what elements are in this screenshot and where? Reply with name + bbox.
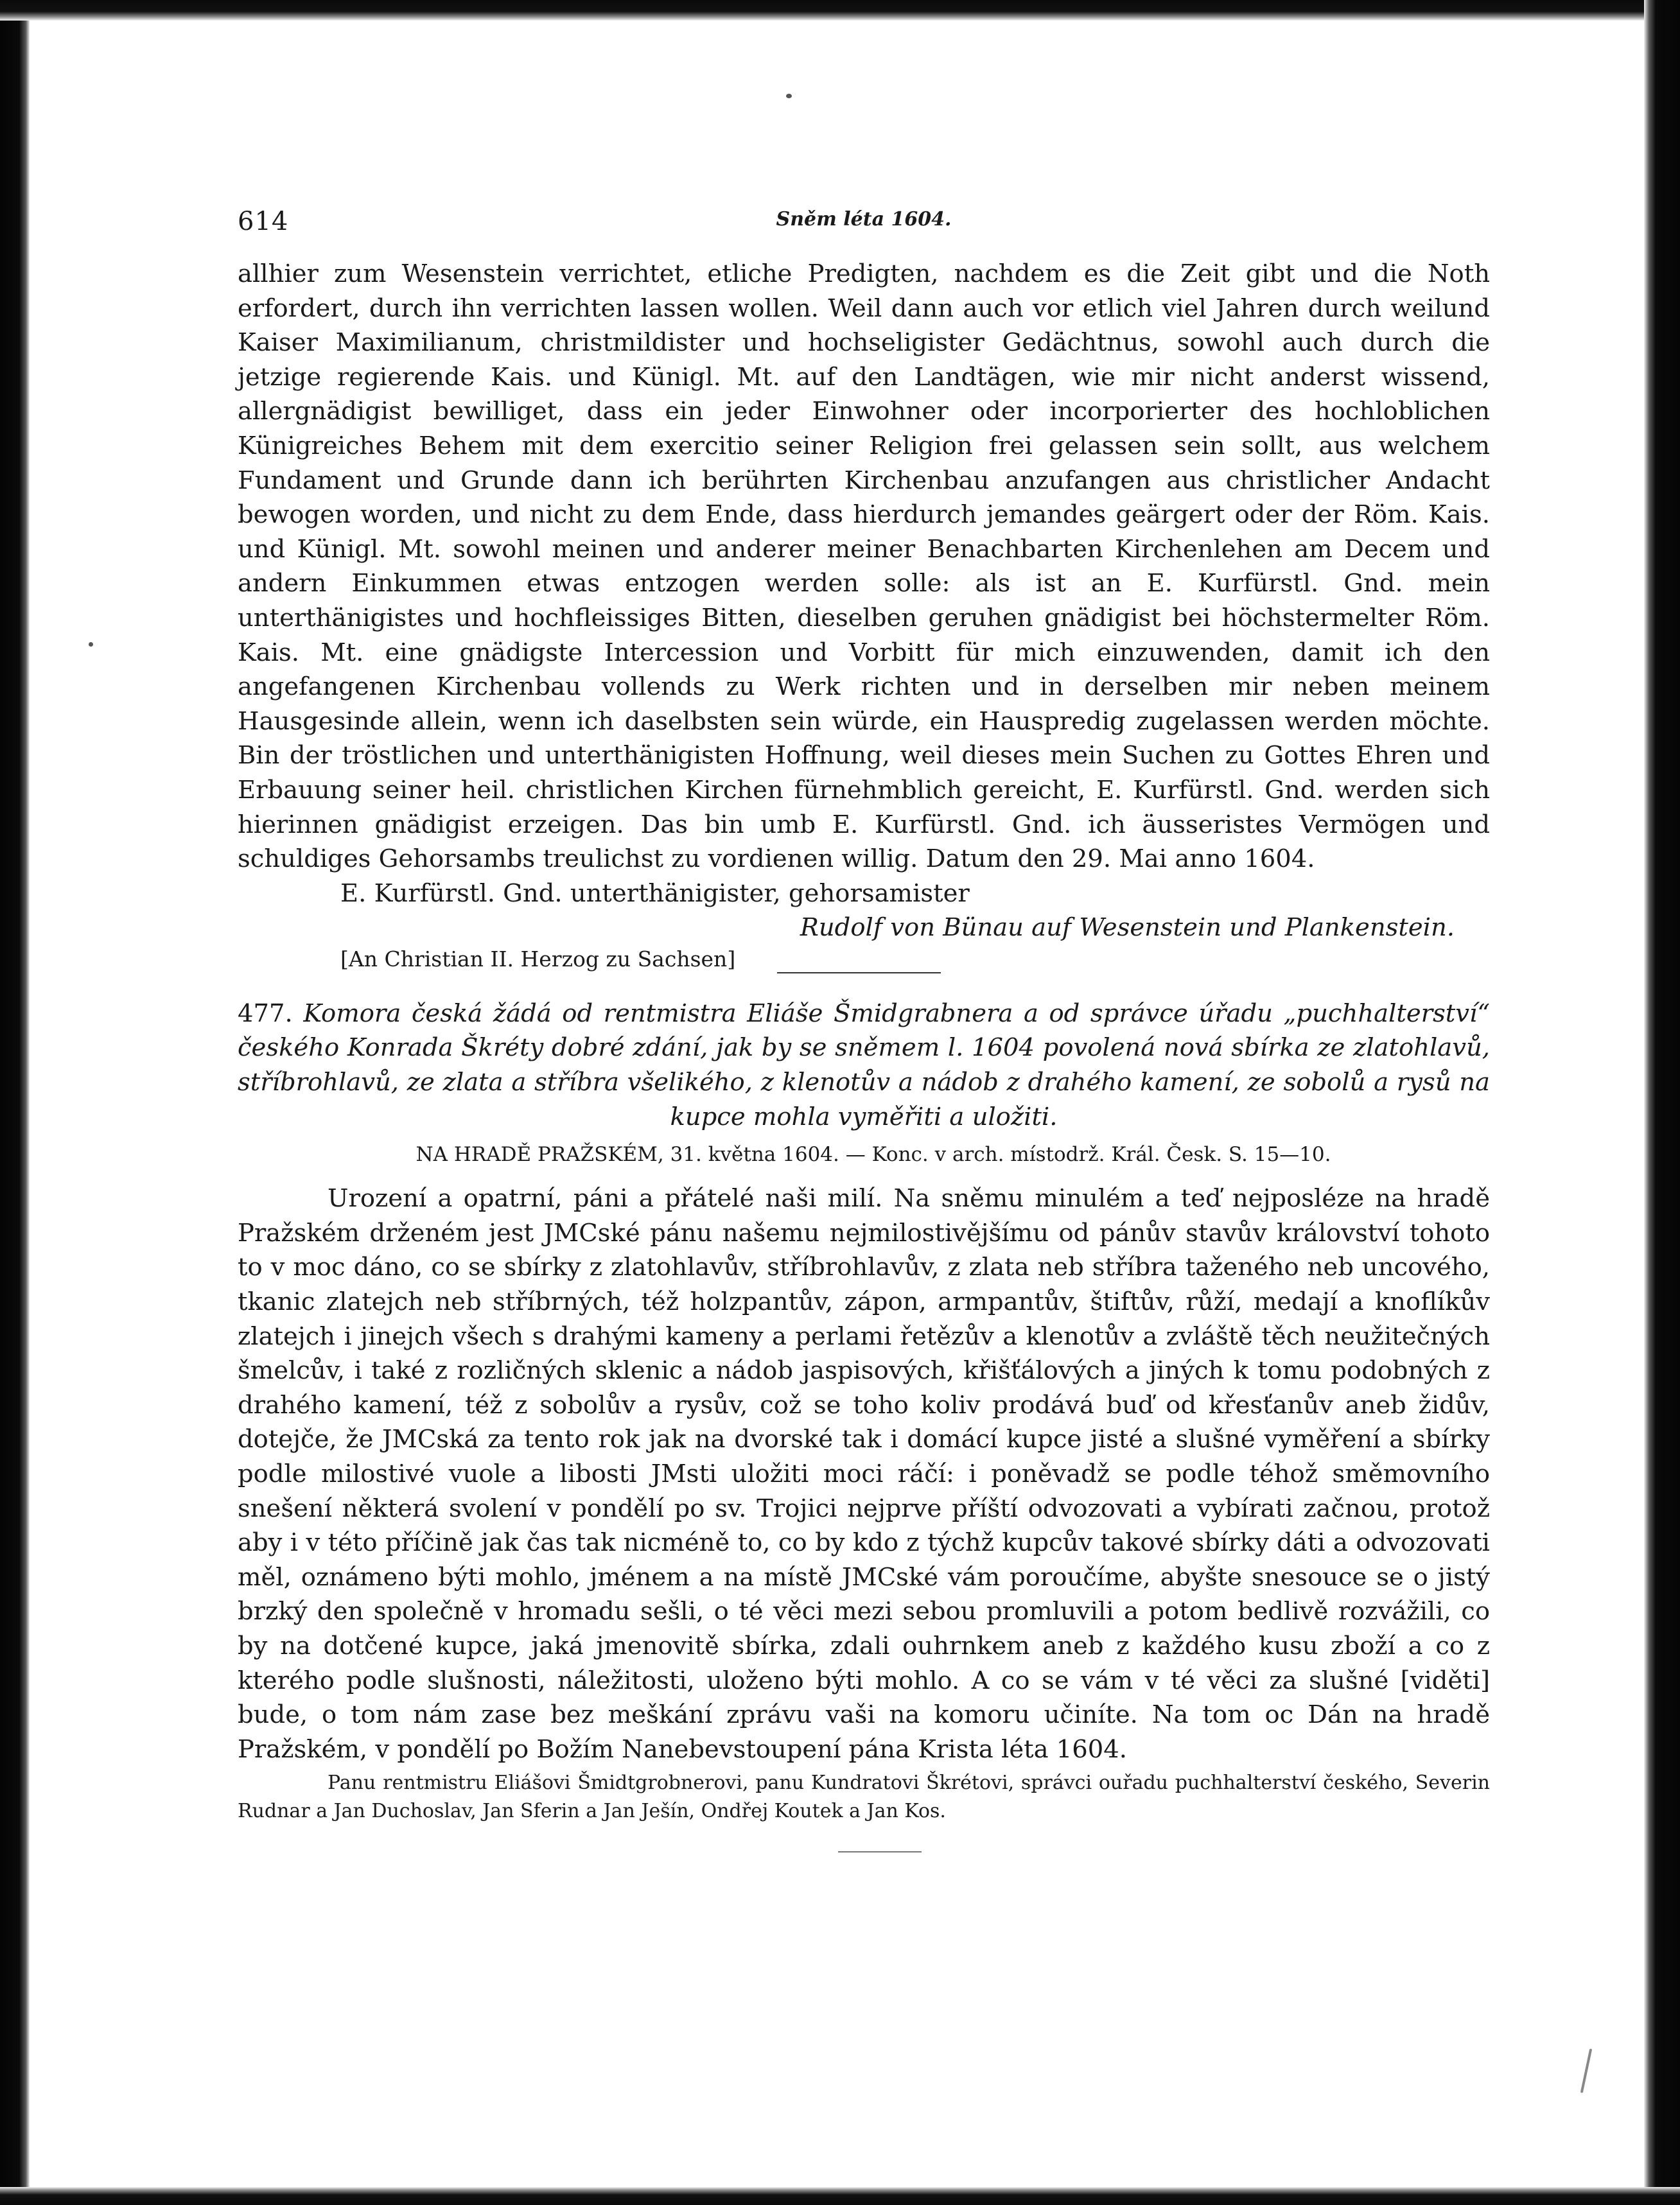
page-header: [238, 193, 1490, 236]
scan-border-bottom: [0, 2187, 1680, 2205]
recipients-text: Panu rentmistru Eliášovi Šmidtgrobnerovi, panu Kundratovi Škrétovi, správci ouřadu puchhalterství českého, Severin Rudnar a Jan Duchoslav, Jan Sferin a Jan Ješín, Ondřej Koutek a Jan Kos.: [238, 1772, 1490, 1823]
page-content: [238, 193, 1490, 1852]
scan-border-right: [1644, 0, 1680, 2205]
czech-letter-body: [238, 1181, 1490, 1766]
recipients-block: [238, 1769, 1490, 1826]
end-divider: [838, 1851, 922, 1852]
letter-addressee: [An Christian II. Herzog zu Sachsen]: [340, 946, 736, 972]
scan-border-left: [0, 0, 30, 2205]
page-number: 614: [238, 207, 289, 236]
document-heading: [238, 997, 1490, 1134]
german-letter-body: [238, 257, 1490, 876]
letter-closing: E. Kurfürstl. Gnd. unterthänigister, gehorsamister: [340, 878, 970, 908]
german-letter-paragraph: allhier zum Wesenstein verrichtet, etliche Predigten, nachdem es die Zeit gibt und die Noth erfordert, durch ihn verrichten lassen wollen. Weil dann auch vor etlich viel Jahren durch weilund Kaiser Maximilianum, christmildister und hochseligister Gedächtnus, sowohl auch durch die jetzige regierende Kais. und Künigl. Mt. auf den Landtägen, wie mir nicht anderst wissend, allergnädigist bewilliget, dass ein jeder Einwohner oder incorporierter des hochloblichen Künigreiches Behem mit dem exercitio seiner Religion frei gelassen sein sollt, aus welchem Fundament und Grunde dann ich berührten Kirchenbau anzufangen aus christlicher Andacht bewogen worden, und nicht zu dem Ende, dass hierdurch jemandes geärgert oder der Röm. Kais. und Künigl. Mt. sowohl meinen und anderer meiner Benachbarten Kirchenlehen am Decem und andern Einkummen etwas entzogen werden solle: als ist an E. Kurfürstl. Gnd. mein unterthänigistes und hochfleissiges Bitten, dieselben geruhen gnädigist bei höchstermelter Röm. Kais. Mt. eine gnädigste Intercession und Vorbitt für mich einzuwenden, damit ich den angefangenen Kirchenbau vollends zu Werk richten und in derselben mir neben meinem Hausgesinde allein, wenn ich daselbsten sein würde, ein Hauspredig zugelassen werden möchte. Bin der tröstlichen und unterthänigisten Hoffnung, weil dieses mein Suchen zu Gottes Ehren und Erbauung seiner heil. christlichen Kirchen fürnehmblich gereicht, E. Kurfürstl. Gnd. werden sich hierinnen gnädigist erzeigen. Das bin umb E. Kurfürstl. Gnd. ich äusseristes Vermögen und schuldiges Gehorsambs treulichst zu vordienen willig. Datum den 29. Mai anno 1604.: [238, 259, 1490, 874]
czech-letter-paragraph: Urození a opatrní, páni a přátelé naši milí. Na sněmu minulém a teď nejposléze na hradě Pražském drženém jest JMCské pánu našemu nejmilostivějšímu od pánův stavův království tohoto to v moc dáno, co se sbírky z zlatohlavův, stříbrohlavův, z zlata neb stříbra taženého neb uncového, tkanic zlatejch neb stříbrných, též holzpantův, zápon, armpantův, štiftův, růží, medají a knoflíkův zlatejch i jinejch všech s drahými kameny a perlami řetězův a klenotův a zvláště těch neužitečných šmelcův, i také z rozličných sklenic a nádob jaspisových, křišťálových a jiných k tomu podobných z drahého kamení, též z sobolův a rysův, což se toho koliv prodává buď od křesťanův aneb židův, dotejče, že JMCská za tento rok jak na dvorské tak i domácí kupce jisté a slušné vyměření a sbírky podle milostivé vuole a libosti JMsti uložiti moci ráčí: i poněvadž se podle téhož směmovního snešení některá svolení v pondělí po sv. Trojici nejprve příští odvozovati a vybírati začnou, protož aby i v této příčině jak čas tak nicméně to, co by kdo z týchž kupcův takové sbírky dáti a odvozovati měl, oznámeno býti mohlo, jménem a na místě JMCské vám poroučíme, abyšte snesouce se o jistý brzký den společně v hromadu sešli, o té věci mezi sebou promluvili a potom bedlivě rozvážili, co by na dotčené kupce, jaká jmenovitě sbírka, zdali ouhrnkem aneb z každého kusu zboží a co z kterého podle slušnosti, náležitosti, uloženo býti mohlo. A co se vám v té věci za slušné [viděti] bude, o tom nám zase bez meškání zprávu vaši na komoru učiníte. Na tom oc Dán na hradě Pražském, v pondělí po Božím Nanebevstoupení pána Krista léta 1604.: [238, 1184, 1490, 1764]
document-heading-text: Komora česká žádá od rentmistra Eliáše Šmidgrabnera a od správce úřadu „puchhalterství“ českého Konrada Škréty dobré zdání, jak by se sněmem l. 1604 povolená nová sbírka ze zlatohlavů, stříbrohlavů, ze zlata a stříbra všelikého, z klenotův a nádob z drahého kamení, ze sobolů a rysů na kupce mohla vyměřiti a uložiti.: [238, 998, 1490, 1131]
scan-border-top: [0, 0, 1680, 21]
scan-speck: [89, 642, 93, 647]
letter-signature: Rudolf von Bünau auf Wesenstein und Plankenstein.: [800, 913, 1455, 943]
document-number: 477.: [238, 998, 293, 1028]
scan-speck: [786, 94, 792, 98]
running-head: Sněm léta 1604.: [776, 208, 952, 231]
document-dateline: NA HRADĚ PRAŽSKÉM, 31. května 1604. — Konc. v arch. místodrž. Král. Česk. S. 15—10.: [416, 1143, 1331, 1167]
scan-speck: [1580, 2048, 1592, 2093]
section-divider: [777, 972, 941, 973]
addressee-row: [238, 945, 1490, 977]
